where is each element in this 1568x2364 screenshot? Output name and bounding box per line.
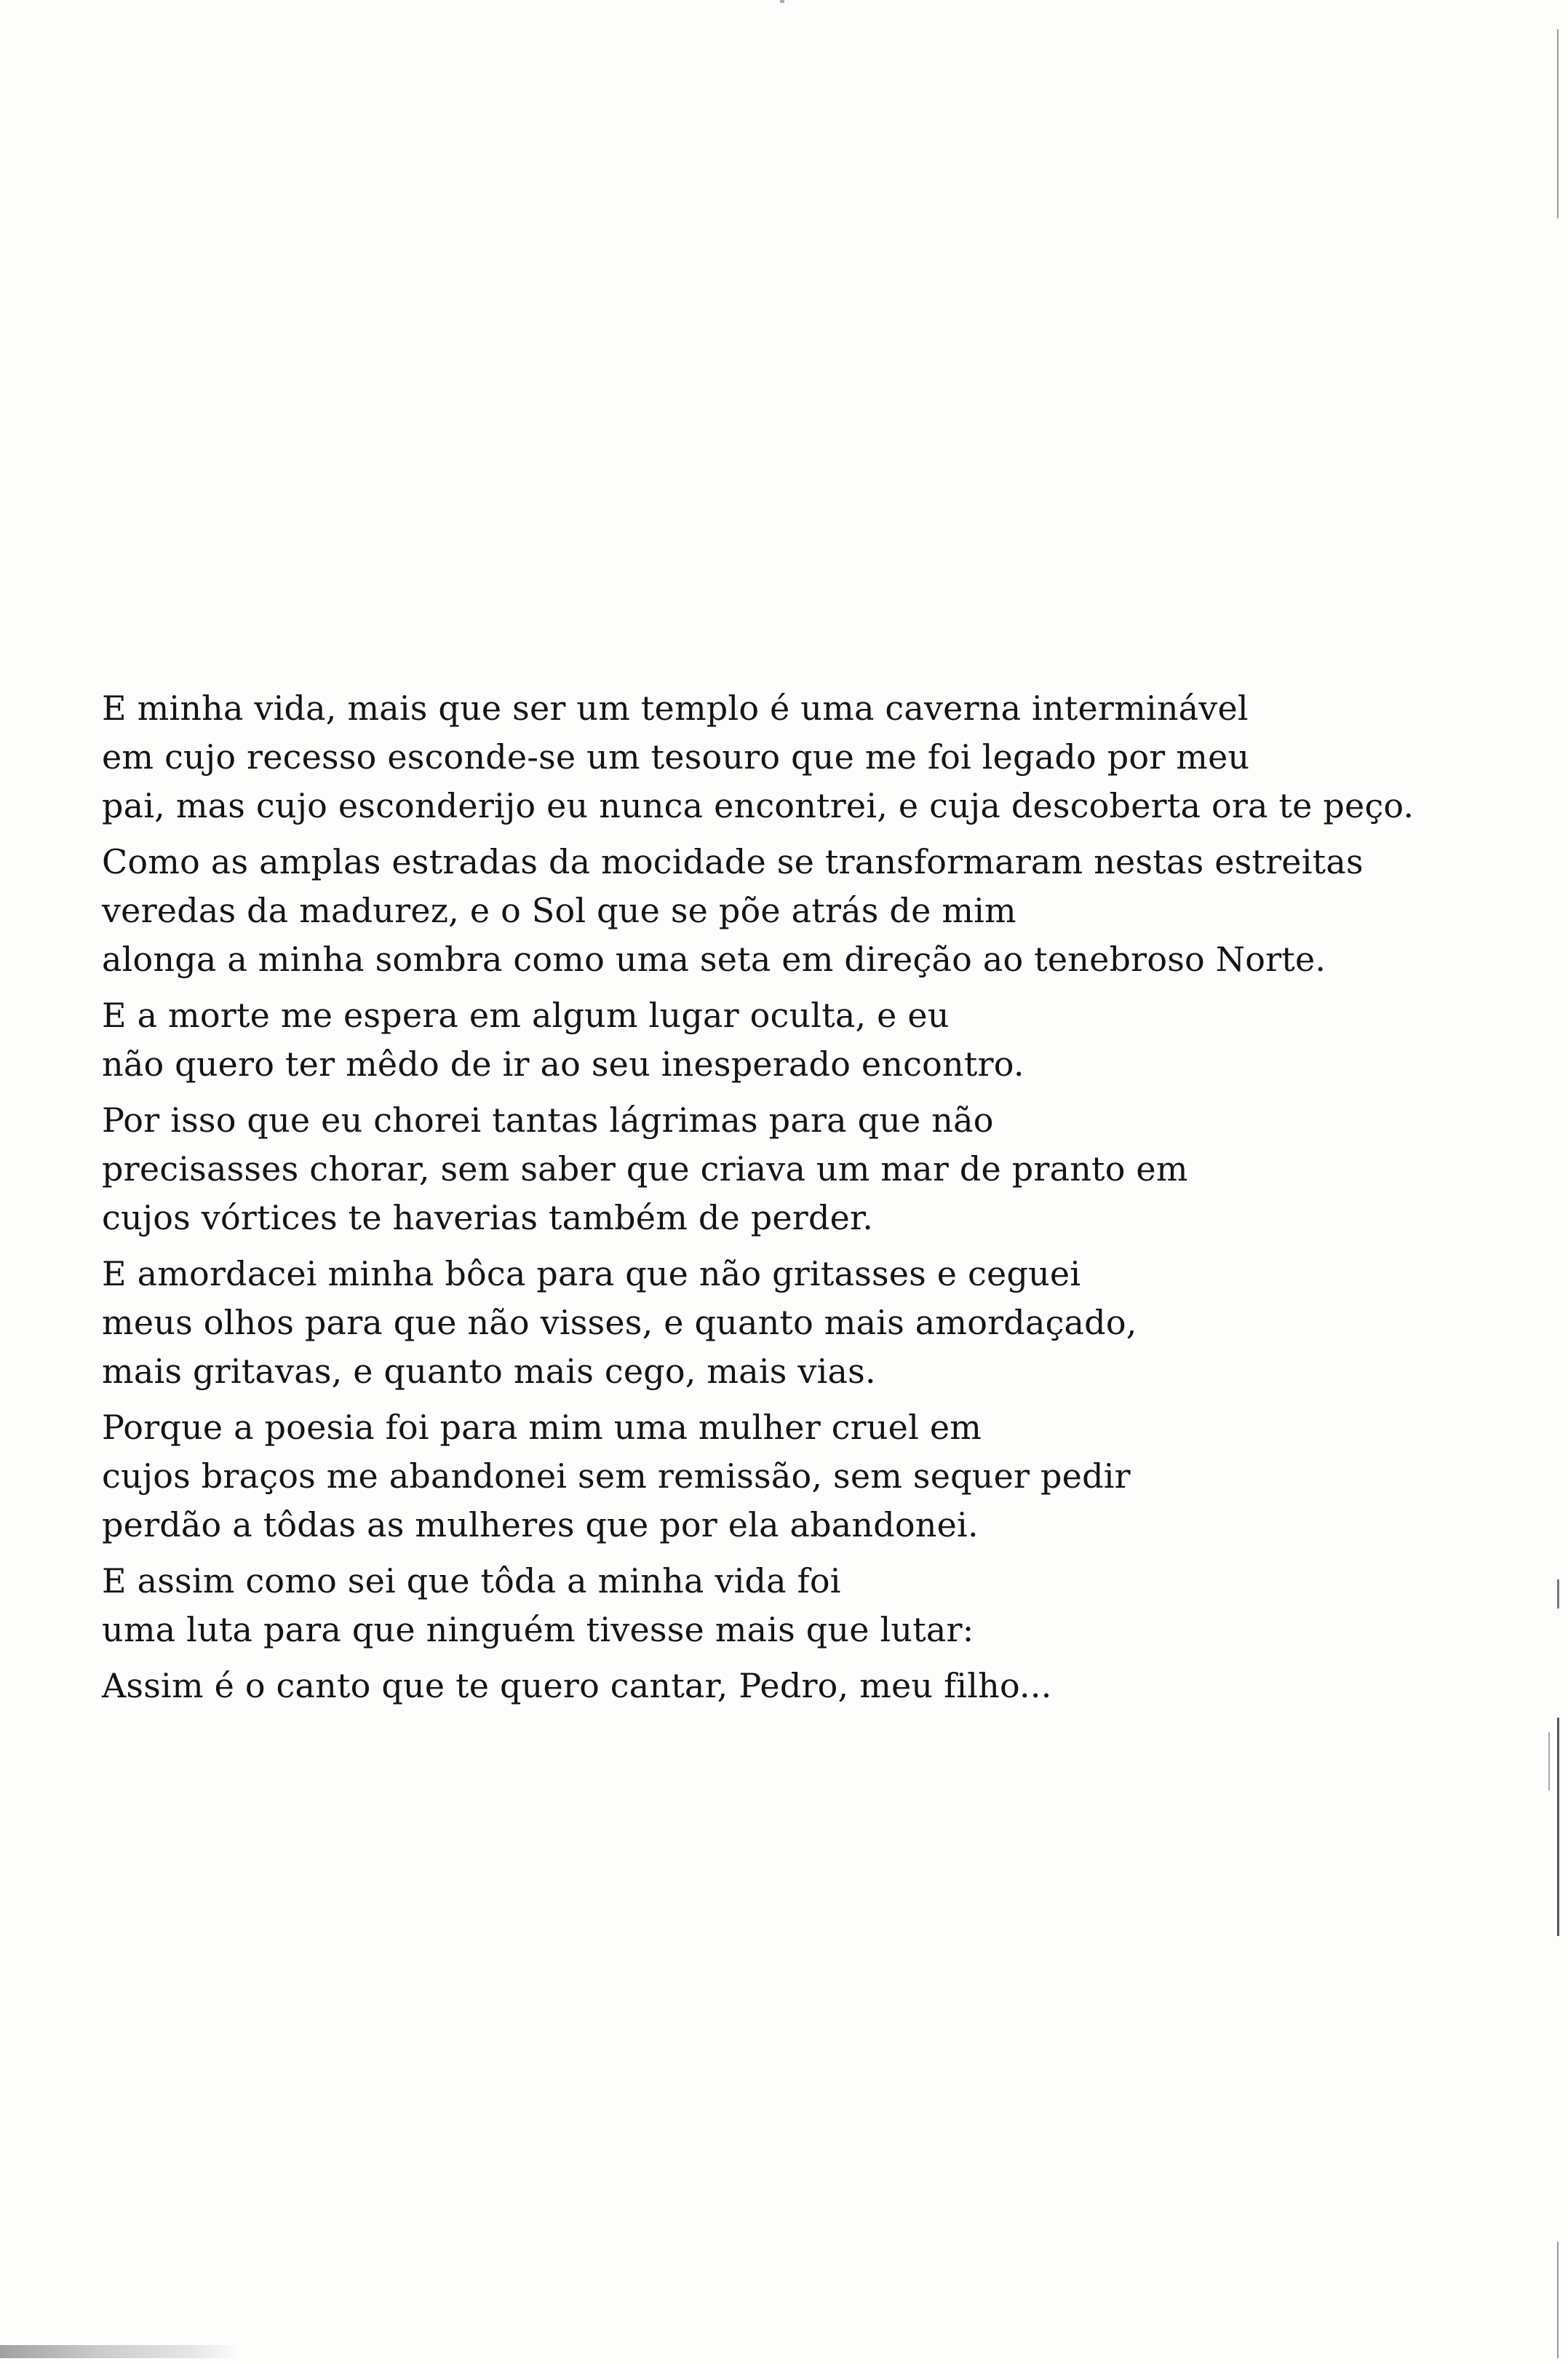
- poem-line: cujos vórtices te haverias também de perder.: [102, 1198, 874, 1237]
- poem-line: cujos braços me abandonei sem remissão, sem sequer pedir: [102, 1456, 1131, 1496]
- poem-line: perdão a tôdas as mulheres que por ela abandonei.: [102, 1505, 979, 1544]
- scan-edge-mark: [1557, 2242, 1559, 2358]
- stanza-5: [102, 1250, 1484, 1396]
- poem-line: Porque a poesia foi para mim uma mulher cruel em: [102, 1408, 982, 1447]
- poem-line: precisasses chorar, sem saber que criava um mar de pranto em: [102, 1149, 1188, 1189]
- poem-line: uma luta para que ninguém tivesse mais que lutar:: [102, 1610, 974, 1649]
- poem-line: Como as amplas estradas da mocidade se transformaram nestas estreitas: [102, 842, 1364, 881]
- stanza-7: [102, 1557, 1484, 1654]
- poem-line: E assim como sei que tôda a minha vida foi: [102, 1561, 841, 1601]
- stanza-3: [102, 991, 1484, 1089]
- poem-line: pai, mas cujo esconderijo eu nunca encontrei, e cuja descoberta ora te peço.: [102, 786, 1414, 825]
- poem-line: em cujo recesso esconde-se um tesouro que me foi legado por meu: [102, 737, 1250, 777]
- closing-line: Assim é o canto que te quero cantar, Pedro, meu filho...: [102, 1666, 1052, 1705]
- poem-line: não quero ter mêdo de ir ao seu inesperado encontro.: [102, 1044, 1024, 1084]
- stanza-1: [102, 684, 1484, 830]
- scan-bottom-smudge: [0, 2345, 240, 2358]
- stanza-2: [102, 838, 1484, 984]
- poem-line: mais gritavas, e quanto mais cego, mais vias.: [102, 1352, 876, 1391]
- poem-body: [102, 684, 1484, 1710]
- scan-edge-mark: [1557, 29, 1559, 218]
- poem-line: Por isso que eu chorei tantas lágrimas para que não: [102, 1100, 994, 1140]
- poem-line: meus olhos para que não visses, e quanto mais amordaçado,: [102, 1303, 1137, 1342]
- poem-line: E minha vida, mais que ser um templo é uma caverna interminável: [102, 689, 1249, 728]
- poem-line: alonga a minha sombra como uma seta em direção ao tenebroso Norte.: [102, 940, 1326, 979]
- stanza-4: [102, 1096, 1484, 1242]
- scan-edge-mark: [1548, 1732, 1550, 1790]
- stanza-6: [102, 1403, 1484, 1550]
- scan-edge-mark: [1557, 1579, 1559, 1609]
- scan-speck: [780, 0, 784, 3]
- scan-edge-mark: [1557, 1718, 1559, 1936]
- poem-line: veredas da madurez, e o Sol que se põe atrás de mim: [102, 891, 1016, 930]
- poem-line: E amordacei minha bôca para que não gritasses e ceguei: [102, 1254, 1081, 1293]
- poem-line: E a morte me espera em algum lugar oculta, e eu: [102, 996, 950, 1035]
